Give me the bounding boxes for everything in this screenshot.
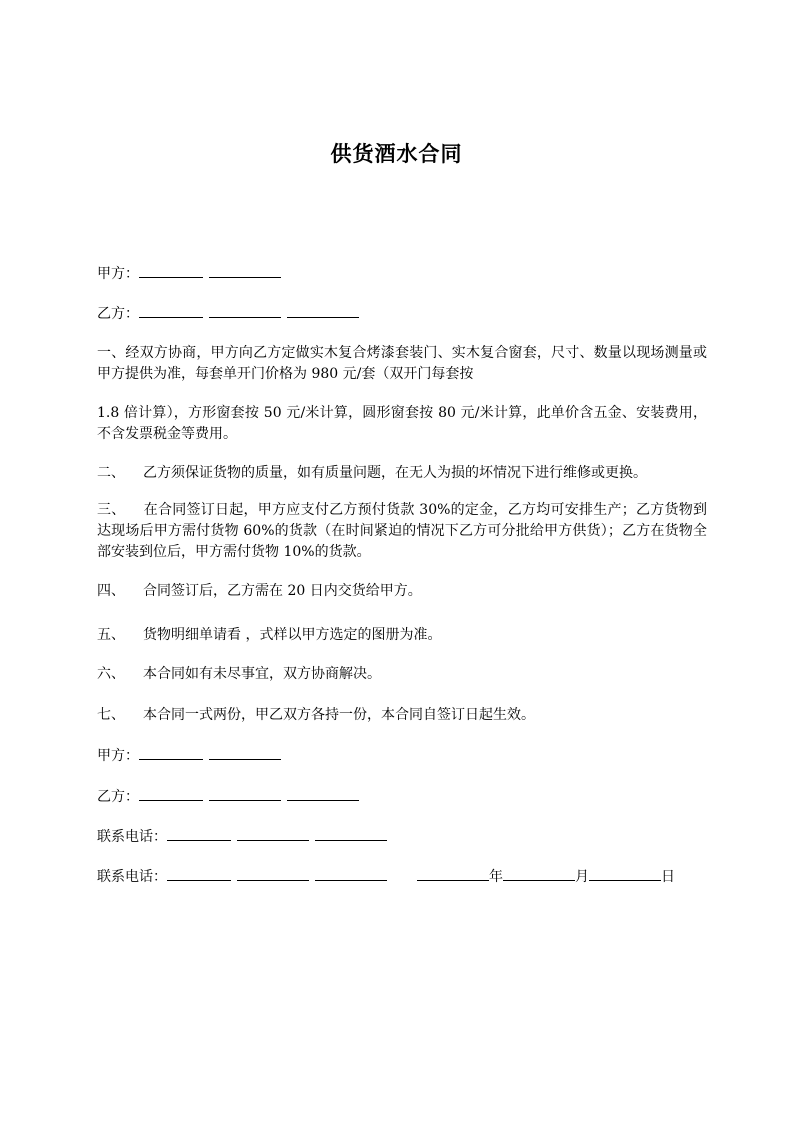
clause-3 (97, 500, 707, 563)
clause-7 (97, 705, 707, 725)
party-b-label: 乙方： (97, 306, 139, 322)
phone-1-blank-2 (237, 826, 309, 841)
clause-6 (97, 664, 707, 684)
phone-1-blank-1 (167, 826, 231, 841)
phone-label-2: 联系电话： (97, 869, 167, 885)
party-b-blank-3 (287, 303, 359, 318)
clause-6-number: 六、 (97, 666, 125, 682)
clause-5-number: 五、 (97, 627, 125, 643)
clause-3-text: 在合同签订日起，甲方应支付乙方预付货款 30%的定金，乙方均可安排生产；乙方货物到达现场后甲方需付货物 60%的货款（在时间紧迫的情况下乙方可分批给甲方供货）；乙方在货物全部安装到位后，甲方需付货物 10%的货款。 (97, 502, 707, 560)
clause-1-part-1: 一、经双方协商，甲方向乙方定做实木复合烤漆套装门、实木复合窗套，尺寸、数量以现场测量或甲方提供为准，每套单开门价格为 980 元/套（双开门每套按 (97, 345, 707, 382)
date-month-blank (503, 866, 575, 881)
date-year-blank (417, 866, 489, 881)
clause-2-number: 二、 (97, 465, 125, 481)
clause-7-number: 七、 (97, 707, 125, 723)
signature-party-b (97, 786, 707, 807)
signature-b-blank-3 (287, 786, 359, 801)
clause-1-part-2: 1.8 倍计算），方形窗套按 50 元/米计算，圆形窗套按 80 元/米计算，此单价含五金、安装费用，不含发票税金等费用。 (97, 405, 707, 442)
signature-b-blank-1 (139, 786, 203, 801)
party-b-blank-1 (139, 303, 203, 318)
clause-5 (97, 625, 707, 645)
clause-3-number: 三、 (97, 502, 126, 518)
party-a-blank-2 (209, 263, 281, 278)
party-b-line (97, 303, 707, 324)
phone-date-line (97, 866, 707, 887)
signature-b-label: 乙方： (97, 789, 139, 805)
party-a-label: 甲方： (97, 266, 139, 282)
party-a-line (97, 263, 707, 284)
clause-7-text: 本合同一式两份，甲乙双方各持一份，本合同自签订日起生效。 (143, 707, 535, 723)
phone-1-blank-3 (315, 826, 387, 841)
clause-6-text: 本合同如有未尽事宜，双方协商解决。 (143, 666, 381, 682)
clause-5-text: 货物明细单请看 ，式样以甲方选定的图册为准。 (143, 627, 442, 643)
clause-4-text: 合同签订后，乙方需在 20 日内交货给甲方。 (143, 583, 422, 599)
document-title: 供货酒水合同 (330, 142, 463, 166)
signature-a-blank-2 (209, 745, 281, 760)
clause-4 (97, 581, 707, 601)
clause-2 (97, 463, 707, 483)
date-year-label: 年 (489, 869, 503, 885)
party-a-blank-1 (139, 263, 203, 278)
date-month-label: 月 (575, 869, 589, 885)
phone-label-1: 联系电话： (97, 829, 167, 845)
clause-4-number: 四、 (97, 583, 125, 599)
phone-line-1 (97, 826, 707, 847)
party-b-blank-2 (209, 303, 281, 318)
date-day-blank (589, 866, 661, 881)
signature-a-label: 甲方： (97, 748, 139, 764)
date-day-label: 日 (661, 869, 675, 885)
phone-2-blank-2 (237, 866, 309, 881)
phone-2-blank-3 (315, 866, 387, 881)
clause-2-text: 乙方须保证货物的质量，如有质量问题，在无人为损的坏情况下进行维修或更换。 (143, 465, 647, 481)
signature-b-blank-2 (209, 786, 281, 801)
phone-2-blank-1 (167, 866, 231, 881)
signature-party-a (97, 745, 707, 766)
signature-a-blank-1 (139, 745, 203, 760)
